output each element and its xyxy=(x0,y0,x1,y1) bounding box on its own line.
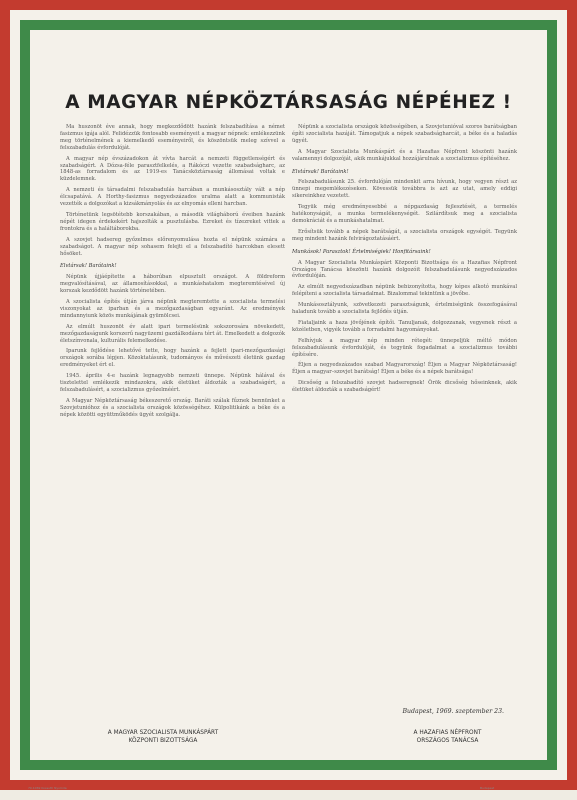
signature-line: A MAGYAR SZOCIALISTA MUNKÁSPÁRT xyxy=(107,730,219,736)
salutation: Elvtársak! Barátaink! xyxy=(292,168,349,175)
paragraph: A Magyar Szocialista Munkáspárt Központi Bizottsága és a Hazafias Népfront Országos Tanácsa köszönti hazánk dolgozóit felszabadulásunk negyedszázados évfordulóján. xyxy=(292,259,517,280)
paragraph: Történetünk legsötétebb korszakában, a második világháború éveiben hazánk népét idegen érdekekért hajszolták a pusztulásba. Ezreket és tízezreket vittek a frontokra és a haláltáborokba. xyxy=(60,211,285,232)
paragraph: A Magyar Szocialista Munkáspárt és a Hazafias Népfront köszönti hazánk valamennyi dolgozóját, akik munkájukkal hozzájárulnak a szocializmus építéséhez. xyxy=(292,148,517,162)
paragraph: Felhívjuk a magyar nép minden rétegét: ünnepeljük méltó módon felszabadulásunk évfordulóját, és tegyünk fogadalmat a szocializmus további építésére. xyxy=(292,337,517,358)
salutation: Munkások! Parasztok! Értelmiségiek! Honfitársaink! xyxy=(292,248,431,255)
paragraph: Az elmúlt huszonöt év alatt ipari termelésünk sokszorosára növekedett, mezőgazdaságunk korszerű nagyüzemi gazdálkodásra tért át. Emelkedett a dolgozók életszínvonala, kulturális felemelkedése. xyxy=(60,323,285,344)
salutation: Elvtársak! Barátaink! xyxy=(60,263,117,270)
left-text-column xyxy=(60,124,285,423)
paragraph: 1945. április 4-e hazánk legnagyobb nemzeti ünnepe. Népünk hálával és tisztelettel emlékezik mindazokra, akik életüket áldozták a szabadságért, a felszabadulásért, a szocializmus győzelméért. xyxy=(60,373,285,393)
paragraph: Tegyük még eredményesebbé a népgazdaság fejlesztését, a termelés hatékonyságát, a munka termelékenységét. Szilárdítsuk meg a szocialista demokráciát és a munkáshatalmat. xyxy=(292,204,517,224)
paragraph: Erősítsük tovább a népek barátságát, a szocialista országok egységét. Tegyünk meg mindent hazánk felvirágoztatásáért. xyxy=(292,228,517,242)
right-text-column xyxy=(292,124,517,398)
printer-imprint: Budapest xyxy=(480,786,495,790)
paragraph: A szocialista építés útján járva népünk megteremtette a szocialista termelési viszonyokat az iparban és a mezőgazdaságban egyaránt. Az eredmények mindannyiunk közös munkájának gyümölcsei. xyxy=(60,299,285,319)
signature-hnf xyxy=(360,730,535,745)
signature-line: A HAZAFIAS NÉPFRONT xyxy=(413,730,482,736)
paragraph: Dicsőség a felszabadító szovjet hadseregnek! Örök dicsőség hőseinknek, akik életüket áldozták a szabadságért! xyxy=(292,380,517,394)
poster-headline: A MAGYAR NÉPKÖZTÁRSASÁG NÉPÉHEZ ! xyxy=(65,92,512,113)
paragraph: Fiataljaink a haza jövőjének építői. Tanuljanak, dolgozzanak, vegyenek részt a közéletben, vigyék tovább a forradalmi hagyományokat. xyxy=(292,319,517,333)
paragraph: Ma huszonöt éve annak, hogy megkezdődött hazánk felszabadítása a német fasizmus igája alól. Felidézzük fontosabb eseményeit a magyar népnek: emlékezzünk meg történelmének a kiemelkedő eseményeiről, és köszöntsük meleg szívvel a felszabadulás évfordulóját. xyxy=(60,124,285,151)
signature-mszmp xyxy=(78,730,248,745)
paragraph: A nemzeti és társadalmi felszabadulás harcában a munkásosztály vált a nép élcsapatává. A Horthy-fasizmus negyedszázados uralma alatt a kommunisták vezették a dolgozókat a kizsákmányolás és az elnyomás elleni harcban. xyxy=(60,187,285,208)
signature-line: KÖZPONTI BIZOTTSÁGA xyxy=(128,737,198,744)
paragraph: Éljen a negyedszázados szabad Magyarország! Éljen a Magyar Népköztársaság! Éljen a magyar–szovjet barátság! Éljen a béke és a népek barátsága! xyxy=(292,362,517,376)
paragraph: Felszabadulásunk 25. évfordulóján mindenkit arra hívunk, hogy vegyen részt az ünnepi megemlékezéseken. Kövessük továbbra is azt az utat, amely eddigi sikereinkhez vezetett. xyxy=(292,179,517,200)
paragraph: Népünk újjáépítette a háborúban elpusztult országot. A földreform megvalósításával, az államosításokkal, a munkáshatalom megteremtésével új korszak kezdődött hazánk történetében. xyxy=(60,274,285,295)
signature-line: ORSZÁGOS TANÁCSA xyxy=(416,737,479,744)
paragraph: Népünk a szocialista országok közösségében, a Szovjetunióval szoros barátságban építi szocialista hazáját. Támogatjuk a népek szabadságharcát, a béke és a haladás ügyét. xyxy=(292,124,517,144)
printer-imprint: 70.1069 Kossuth Nyomda xyxy=(28,786,67,790)
paragraph: Az elmúlt negyedszázadban népünk bebizonyította, hogy képes alkotó munkával felépíteni a szocialista társadalmat. Bizalommal tekintünk a jövőbe. xyxy=(292,284,517,298)
dateline: Budapest, 1969. szeptember 23. xyxy=(402,708,504,715)
paragraph: A Magyar Népköztársaság békeszerető ország. Baráti szálak fűznek bennünket a Szovjetunióhoz és a szocialista országok közösségéhez. Külpolitikánk a béke és a népek közötti együttműködés ügyét szolgálja. xyxy=(60,397,285,418)
paragraph: Iparunk fejlődése lehetővé tette, hogy hazánk a fejlett ipari-mezőgazdasági országok sorába lépjen. Közoktatásunk, tudományos és művészeti életünk gazdag eredményeket ért el. xyxy=(60,348,285,369)
paragraph: A magyar nép évszázadokon át vívta harcát a nemzeti függetlenségért és szabadságért. A Dózsa-féle parasztfelkelés, a Rákóczi vezette szabadságharc, az 1848-as forradalom és az 1919-es Tanácsköztársaság állomásai voltak e küzdelemnek. xyxy=(60,155,285,183)
paragraph: Munkásosztályunk, szövetkezeti parasztságunk, értelmiségünk összefogásával haladunk tovább a szocialista fejlődés útján. xyxy=(292,302,517,316)
paragraph: A szovjet hadsereg győzelmes előrenyomulása hozta el népünk számára a szabadságot. A magyar nép sohasem felejti el a felszabadító harcokban elesett hősöket. xyxy=(60,236,285,257)
